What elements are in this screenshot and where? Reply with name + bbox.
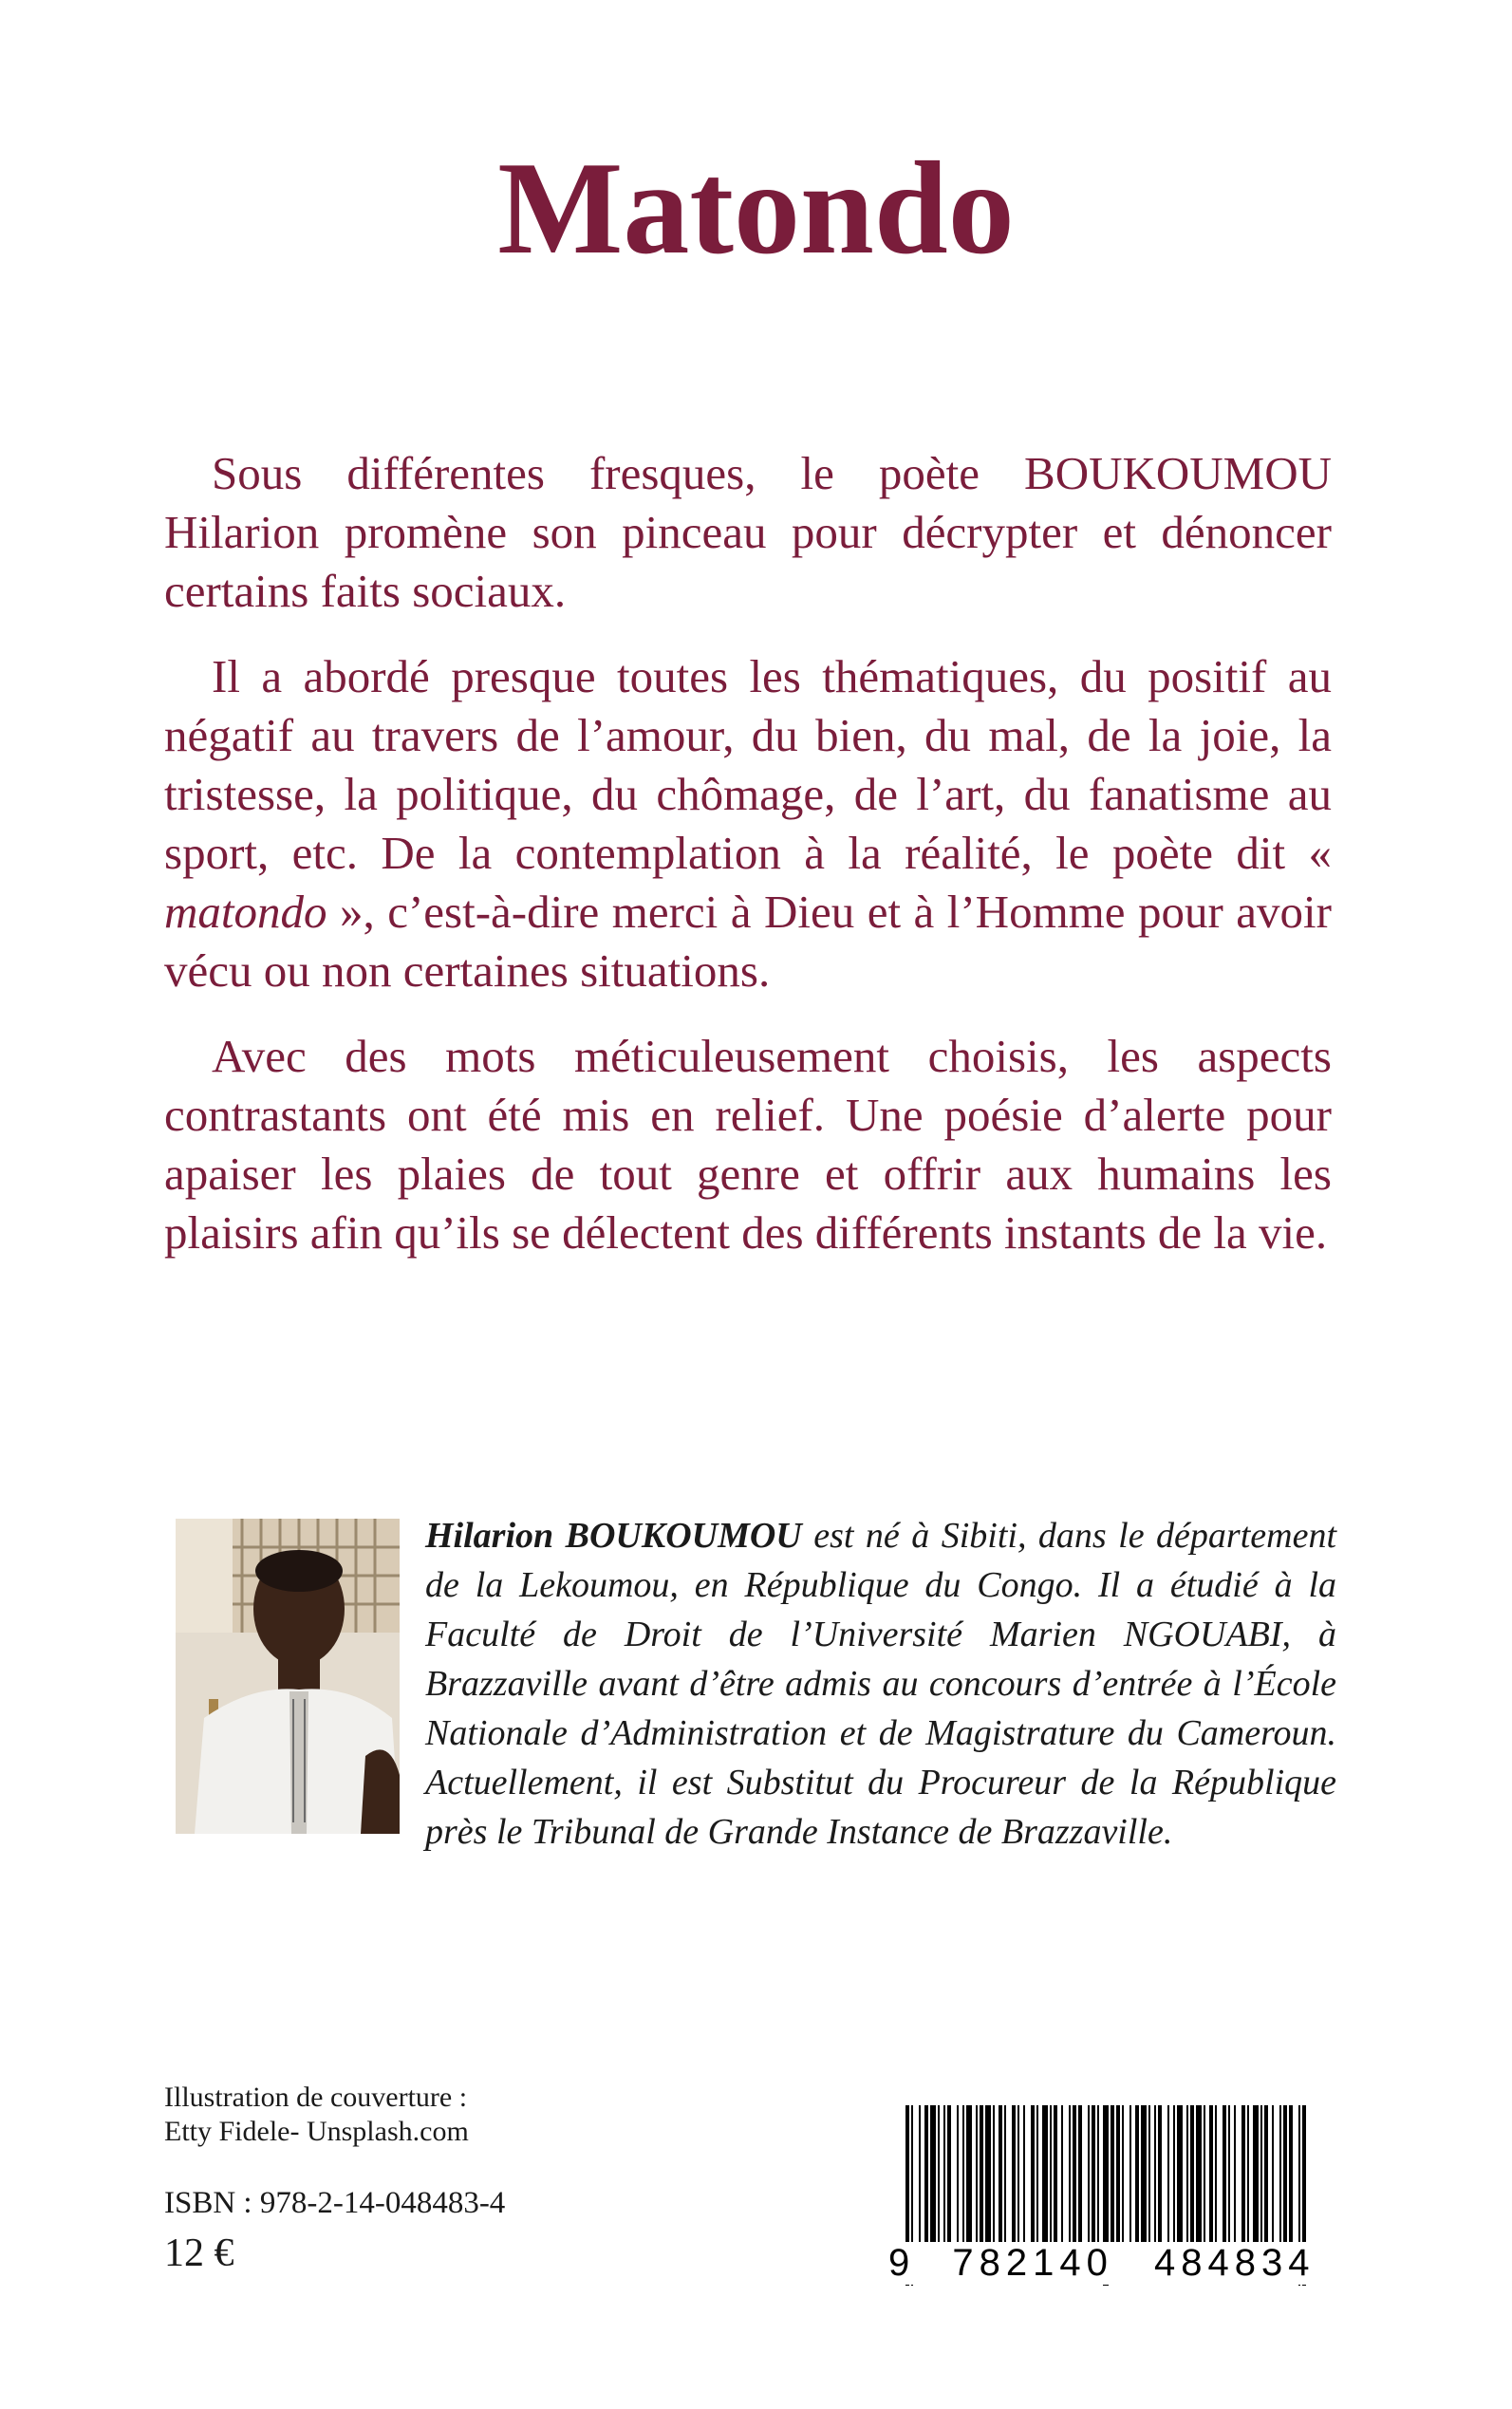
barcode-bar [1260,2105,1262,2248]
barcode-bar [1116,2105,1120,2248]
barcode-bar [966,2105,972,2248]
barcode-bar [1092,2105,1095,2248]
barcode-bar [1272,2105,1274,2248]
barcode-bar [1122,2105,1124,2248]
barcode-bar [1154,2105,1156,2248]
barcode-bar [1017,2105,1019,2248]
cover-credit-source: Etty Fidele- Unsplash.com [164,2116,469,2147]
barcode-bar [1196,2105,1202,2248]
barcode-bar [976,2105,978,2248]
barcode-bar [1223,2105,1226,2248]
barcode-bar [1036,2105,1038,2248]
barcode-bar [1289,2105,1293,2248]
barcode-bar [1078,2105,1082,2248]
barcode-bar [1228,2105,1230,2248]
barcode-bar [1247,2105,1249,2248]
barcode-bar [1167,2105,1169,2248]
summary-p2-text-b: », c’est-à-dire merci à Dieu et à l’Homme pour avoir vécu ou non certaines situations. [164,886,1332,997]
barcode-bar [1042,2105,1048,2248]
barcode-bar [1023,2105,1025,2248]
summary-paragraph-3: Avec des mots méticuleusement choisis, les aspects contrastants ont été mis en relief. Une poésie d’alerte pour apaiser les plaies de tout genre et offrir aux humains les plaisirs afin qu’ils se délectent des différents instants de la vie. [164,1030,1332,1259]
barcode-bar [1129,2105,1131,2248]
barcode-bar [1111,2105,1114,2248]
barcode-bar [1283,2105,1287,2248]
barcode-bar [1190,2105,1194,2248]
barcode-bar [938,2105,940,2248]
barcode-bar [924,2105,928,2248]
barcode-digits [888,2242,1316,2285]
barcode-bar [1088,2105,1090,2248]
author-photo [176,1519,400,1834]
barcode-digit-group-1: 782140 [952,2242,1113,2284]
barcode-bar [1158,2105,1162,2248]
barcode-bar [1204,2105,1205,2248]
barcode-bar [1279,2105,1281,2248]
barcode-bar [962,2105,964,2248]
summary-p2-italic-word: matondo [164,886,327,938]
summary-paragraph-2 [164,647,1332,1000]
barcode-bar [1050,2105,1052,2248]
barcode-bar [999,2105,1002,2248]
barcode-bar [985,2105,991,2248]
barcode-bar [1173,2105,1175,2248]
author-name: Hilarion BOUKOUMOU [425,1516,802,1556]
barcode-bar [1061,2105,1063,2248]
isbn-text: ISBN : 978-2-14-048483-4 [164,2186,506,2220]
summary-p2-text-a: Il a abordé presque toutes les thématiques, du positif au négatif au travers de l’amour, du bien, du mal, de la joie, la tristesse, la politique, du chômage, de l’art, du fanatisme au sport, etc. De la contemplation à la réalité, le poète dit « [164,650,1332,879]
cover-credits [164,2081,469,2149]
barcode-bar [1186,2105,1188,2248]
barcode-bar [1069,2105,1071,2248]
barcode-bar [1054,2105,1057,2248]
barcode-bar [1177,2105,1183,2248]
barcode-bar [1135,2105,1139,2248]
barcode-bar [1073,2105,1076,2248]
barcode-bar [1031,2105,1035,2248]
barcode-bar [1012,2105,1016,2248]
barcode-bar [930,2105,936,2248]
barcode-bar [947,2105,951,2248]
barcode-bar [1253,2105,1259,2248]
barcode-bar [1097,2105,1099,2248]
barcode-bar [1234,2105,1236,2248]
summary-paragraph-1: Sous différentes fresques, le poète BOUKOUMOU Hilarion promène son pinceau pour décrypter et dénoncer certains faits sociaux. [164,447,1332,617]
price-text: 12 € [164,2232,234,2275]
barcode-bar [957,2105,959,2248]
cover-credit-label: Illustration de couverture : [164,2082,468,2113]
barcode-bar [980,2105,983,2248]
barcode-bar [1209,2105,1213,2248]
barcode-bar [1215,2105,1217,2248]
barcode-bar [943,2105,945,2248]
barcode-bar [1141,2105,1147,2248]
barcode-bar [993,2105,995,2248]
barcode-bar [1241,2105,1245,2248]
barcode-bar [1148,2105,1150,2248]
barcode-bar [1264,2105,1268,2248]
barcode-digit-group-2: 484834 [1153,2242,1316,2284]
book-title: Matondo [497,135,1015,282]
barcode-bar [1004,2105,1006,2248]
summary-block [164,444,1332,1289]
author-bio-text: est né à Sibiti, dans le département de la Lekoumou, en République du Congo. Il a étudié à la Faculté de Droit de l’Université Marien NGOUABI, à Brazzaville avant d’être admis au concours d’entrée à l’École Nationale d’Administration et de Magistrature du Cameroun. Actuellement, il est Substitut du Procureur de la République près le Tribunal de Grande Instance de Brazzaville. [425,1516,1336,1852]
barcode-bar [919,2105,921,2248]
barcode-digit-lead: 9 [888,2242,916,2284]
author-bio [425,1511,1336,1857]
